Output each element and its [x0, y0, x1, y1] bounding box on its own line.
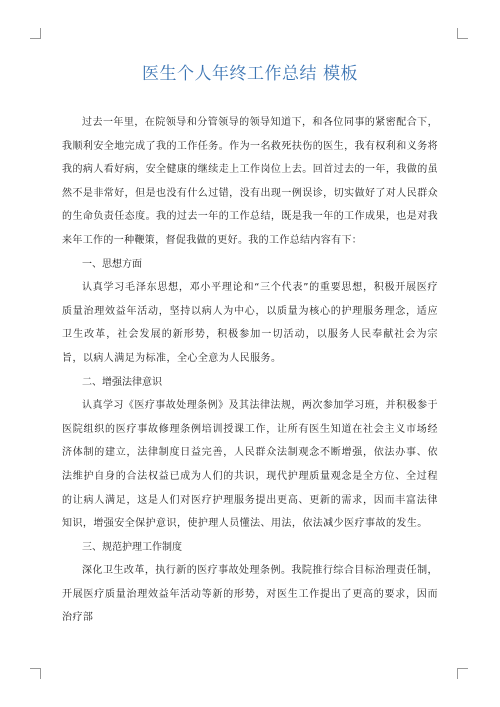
paragraph-ideology: 认真学习毛泽东思想，邓小平理论和“三个代表”的重要思想，积极开展医疗质量治理效益年活动，坚持以病人为中心，以质量为核心的护理服务理念，适应卫生改革，社会发展的新形势，积极参加一切活动，以服务人民奉献社会为宗旨，以病人满足为标准，全心全意为人民服务。	[62, 282, 438, 364]
paragraph-legal: 认真学习《医疗事故处理条例》及其法律法规，两次参加学习班，并积极参于医院组织的医疗事故修理条例培训授课工作，让所有医生知道在社会主义市场经济体制的建立，法律制度日益完善，人民群众法制观念不断增强，依法办事、依法维护自身的合法权益已成为人们的共识，现代护理质量观念是全方位、全过程的让病人满足，这是人们对医疗护理服务提出更高、更新的需求，因而丰富法律知识，增强安全保护意识，使护理人员懂法、用法，依法减少医疗事故的发生。	[62, 400, 438, 530]
paragraph-standards: 深化卫生改革，执行新的医疗事故处理条例。我院推行综合目标治理责任制，开展医疗质量治理效益年活动等新的形势，对医生工作提出了更高的要求，因而治疗部	[62, 565, 438, 624]
crop-mark-bottom-right	[457, 668, 468, 679]
document-body	[62, 111, 438, 630]
section-heading-ideology: 一、思想方面	[82, 258, 142, 270]
document-title: 医生个人年终工作总结 模板	[142, 64, 358, 84]
crop-mark-bottom-left	[30, 668, 41, 679]
paragraph-intro: 过去一年里，在院领导和分管领导的领导知道下，和各位同事的紧密配合下，我顺利安全地完成了我的工作任务。作为一名救死扶伤的医生，我有权利和义务将我的病人看好病，安全健康的继续走上工作岗位上去。回首过去的一年，我做的虽然不是非常好，但是也没有什么过错，没有出现一例误诊，切实做好了对人民群众的生命负责任态度。我的过去一年的工作总结，既是我一年的工作成果，也是对我来年工作的一种鞭策，督促我做的更好。我的工作总结内容有下：	[62, 117, 438, 246]
crop-mark-top-left	[30, 28, 41, 39]
section-heading-standards: 三、规范护理工作制度	[82, 541, 182, 553]
section-heading-legal: 二、增强法律意识	[82, 376, 162, 388]
crop-mark-top-right	[457, 28, 468, 39]
